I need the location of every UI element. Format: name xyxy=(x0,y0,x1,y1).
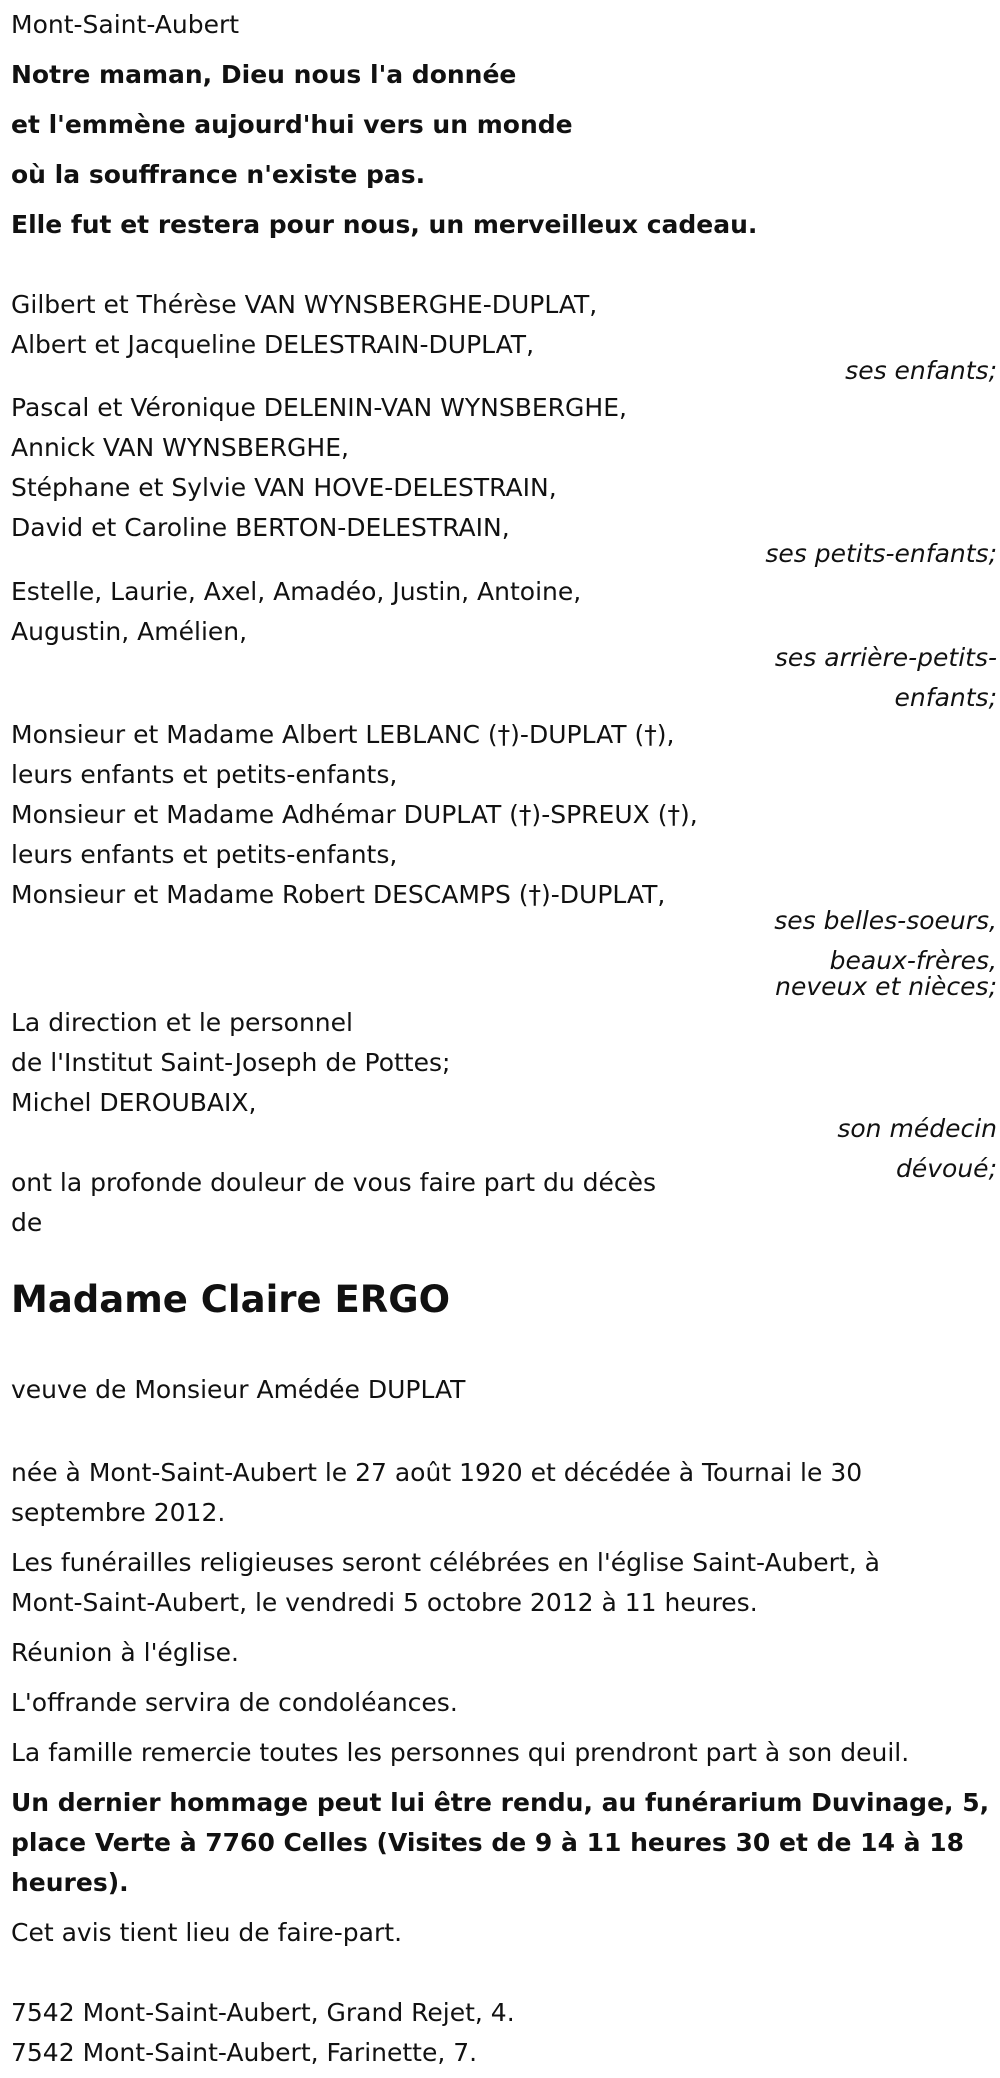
family-name-line: de l'Institut Saint-Joseph de Pottes; xyxy=(11,1048,451,1077)
address-line: 7542 Mont-Saint-Aubert, Farinette, 7. xyxy=(11,2038,478,2067)
homage-line: heures). xyxy=(11,1868,129,1897)
thanks-line: La famille remercie toutes les personnes qui prendront part à son deuil. xyxy=(11,1738,910,1767)
family-name-line: Albert et Jacqueline DELESTRAIN-DUPLAT, xyxy=(11,330,535,359)
relation-label: ses petits-enfants; xyxy=(765,539,997,568)
poem-line: et l'emmène aujourd'hui vers un monde xyxy=(11,110,573,139)
relation-label: neveux et nièces; xyxy=(775,972,997,1001)
family-name-line: Gilbert et Thérèse VAN WYNSBERGHE-DUPLAT, xyxy=(11,290,598,319)
announcement-line: de xyxy=(11,1208,43,1237)
family-name-line: Monsieur et Madame Adhémar DUPLAT (†)-SPREUX (†), xyxy=(11,800,698,829)
family-name-line: Michel DEROUBAIX, xyxy=(11,1088,257,1117)
deceased-name: Madame Claire ERGO xyxy=(11,1278,451,1321)
relation-label: beaux-frères, xyxy=(829,946,997,975)
address-line: 7542 Mont-Saint-Aubert, Grand Rejet, 4. xyxy=(11,1998,515,2027)
family-name-line: Pascal et Véronique DELENIN-VAN WYNSBERGHE, xyxy=(11,393,627,422)
family-name-line: Annick VAN WYNSBERGHE, xyxy=(11,433,349,462)
family-name-line: leurs enfants et petits-enfants, xyxy=(11,760,398,789)
family-name-line: La direction et le personnel xyxy=(11,1008,353,1037)
relation-label: dévoué; xyxy=(896,1154,997,1183)
relation-label: ses enfants; xyxy=(845,356,997,385)
family-name-line: leurs enfants et petits-enfants, xyxy=(11,840,398,869)
poem-line: Notre maman, Dieu nous l'a donnée xyxy=(11,60,517,89)
announcement-line: ont la profonde douleur de vous faire part du décès xyxy=(11,1168,657,1197)
homage-line: Un dernier hommage peut lui être rendu, au funérarium Duvinage, 5, xyxy=(11,1788,990,1817)
relation-label: son médecin xyxy=(837,1114,997,1143)
family-name-line: Stéphane et Sylvie VAN HOVE-DELESTRAIN, xyxy=(11,473,557,502)
town-heading: Mont-Saint-Aubert xyxy=(11,10,240,39)
relation-label: ses arrière-petits- xyxy=(774,643,997,672)
birth-death-line: née à Mont-Saint-Aubert le 27 août 1920 et décédée à Tournai le 30 xyxy=(11,1458,863,1487)
widow-line: veuve de Monsieur Amédée DUPLAT xyxy=(11,1375,466,1404)
relation-label: enfants; xyxy=(894,683,997,712)
poem-line: où la souffrance n'existe pas. xyxy=(11,160,426,189)
meeting-line: Réunion à l'église. xyxy=(11,1638,239,1667)
birth-death-line: septembre 2012. xyxy=(11,1498,226,1527)
family-name-line: Augustin, Amélien, xyxy=(11,617,248,646)
notice-line: Cet avis tient lieu de faire-part. xyxy=(11,1918,403,1947)
family-name-line: David et Caroline BERTON-DELESTRAIN, xyxy=(11,513,510,542)
funeral-line: Les funérailles religieuses seront célébrées en l'église Saint-Aubert, à xyxy=(11,1548,880,1577)
family-name-line: Estelle, Laurie, Axel, Amadéo, Justin, Antoine, xyxy=(11,577,582,606)
family-name-line: Monsieur et Madame Robert DESCAMPS (†)-DUPLAT, xyxy=(11,880,666,909)
offering-line: L'offrande servira de condoléances. xyxy=(11,1688,458,1717)
homage-line: place Verte à 7760 Celles (Visites de 9 à 11 heures 30 et de 14 à 18 xyxy=(11,1828,965,1857)
funeral-line: Mont-Saint-Aubert, le vendredi 5 octobre 2012 à 11 heures. xyxy=(11,1588,758,1617)
family-name-line: Monsieur et Madame Albert LEBLANC (†)-DUPLAT (†), xyxy=(11,720,675,749)
relation-label: ses belles-soeurs, xyxy=(774,906,997,935)
poem-line: Elle fut et restera pour nous, un merveilleux cadeau. xyxy=(11,210,758,239)
